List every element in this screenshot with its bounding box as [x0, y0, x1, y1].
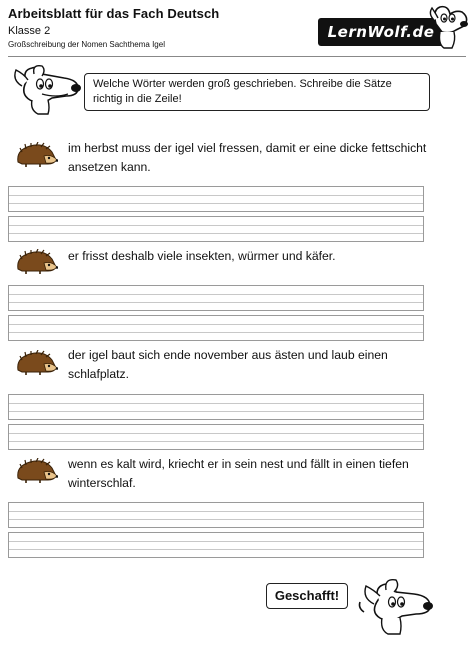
dog-mascot-icon: [12, 64, 82, 116]
hedgehog-icon: [14, 249, 58, 275]
writing-line[interactable]: [8, 502, 424, 528]
writing-line[interactable]: [8, 394, 424, 420]
writing-line[interactable]: [8, 216, 424, 242]
hedgehog-icon: [14, 350, 58, 376]
grade-label: Klasse 2: [8, 25, 51, 37]
logo-text: LernWolf.de: [327, 23, 435, 41]
worksheet-title: Arbeitsblatt für das Fach Deutsch: [8, 6, 220, 21]
instruction-box: Welche Wörter werden groß geschrieben. Schreibe die Sätze richtig in die Zeile!: [84, 73, 430, 111]
exercise-sentence-1: im herbst muss der igel viel fressen, damit er eine dicke fettschicht ansetzen kann.: [68, 141, 427, 174]
writing-line[interactable]: [8, 424, 424, 450]
writing-lines-4: [8, 502, 424, 562]
hedgehog-icon: [14, 458, 58, 484]
header-divider: [8, 56, 466, 57]
writing-line[interactable]: [8, 285, 424, 311]
exercise-sentence-4: wenn es kalt wird, kriecht er in sein nest und fällt in einen tiefen winterschlaf.: [68, 457, 409, 490]
topic-label: Großschreibung der Nomen Sachthema Igel: [8, 40, 165, 49]
hedgehog-icon: [14, 142, 58, 168]
exercise-sentence-2: er frisst deshalb viele insekten, würmer und käfer.: [68, 249, 336, 263]
done-label: Geschafft!: [266, 583, 348, 609]
writing-lines-2: [8, 285, 424, 345]
writing-line[interactable]: [8, 315, 424, 341]
dog-mascot-icon: [356, 578, 436, 638]
writing-line[interactable]: [8, 532, 424, 558]
writing-line[interactable]: [8, 186, 424, 212]
writing-lines-1: [8, 186, 424, 246]
exercise-sentence-3: der igel baut sich ende november aus ästen und laub einen schlafplatz.: [68, 348, 388, 381]
writing-lines-3: [8, 394, 424, 454]
dog-mascot-icon: [426, 4, 470, 50]
